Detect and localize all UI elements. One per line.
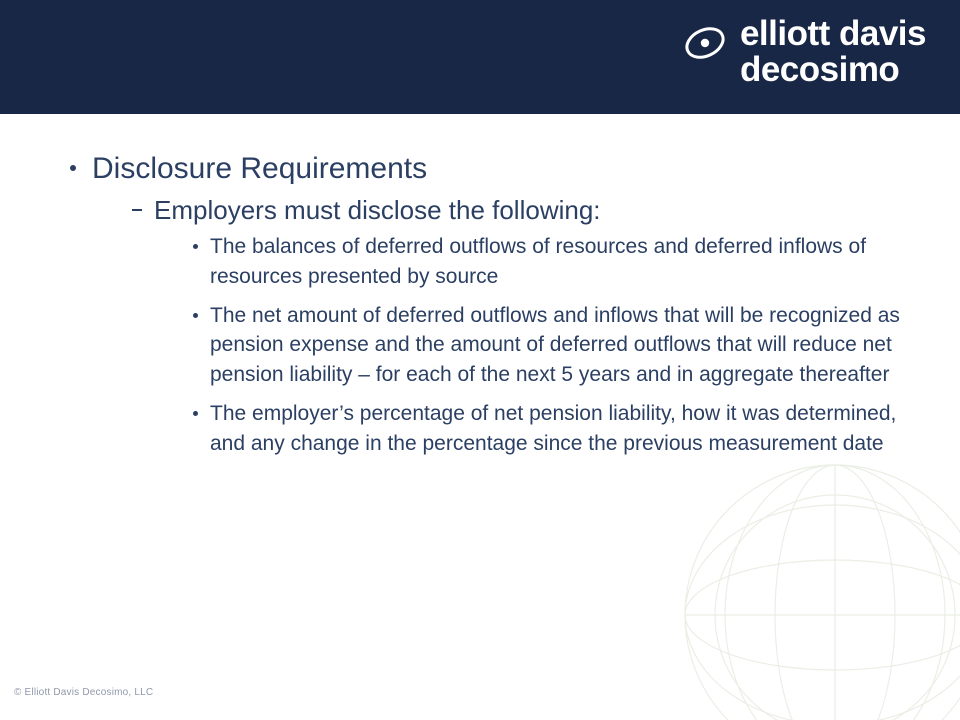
outline-level-1 — [60, 150, 920, 459]
bullet-icon — [193, 244, 198, 249]
copyright-footer: © Elliott Davis Decosimo, LLC — [14, 687, 154, 698]
brand-line-2: decosimo — [739, 50, 900, 90]
slide-subtitle: Employers must disclose the following: — [154, 194, 601, 225]
slide-body — [60, 150, 920, 468]
outline-level-2 — [128, 194, 920, 459]
slide-subtitle-item — [128, 194, 920, 459]
list-item-text: The balances of deferred outflows of resources and deferred inflows of resources presented by source — [210, 235, 867, 288]
brand-logo — [684, 16, 926, 89]
ellipse-swirl-icon — [684, 22, 726, 64]
list-item — [188, 301, 920, 390]
list-item-text: The employer’s percentage of net pension liability, how it was determined, and any change in the percentage since the previous measurement date — [210, 402, 897, 455]
bullet-icon — [70, 165, 76, 171]
globe-decoration — [670, 450, 960, 720]
bullet-icon — [193, 411, 198, 416]
slide-title-item — [60, 150, 920, 459]
header-bar — [0, 0, 960, 114]
dash-bullet-icon — [132, 209, 142, 211]
brand-wordmark — [740, 16, 926, 89]
brand-line-1: elliott davis — [739, 14, 926, 53]
list-item — [188, 232, 920, 292]
list-item-text: The net amount of deferred outflows and inflows that will be recognized as pension expense and the amount of deferred outflows that will reduce net pension liability – for each of the next 5 years and in aggregate thereafter — [210, 303, 900, 387]
bullet-icon — [193, 313, 198, 318]
list-item — [188, 399, 920, 459]
page-title: Disclosure Requirements — [92, 152, 428, 185]
outline-level-3 — [188, 232, 920, 459]
